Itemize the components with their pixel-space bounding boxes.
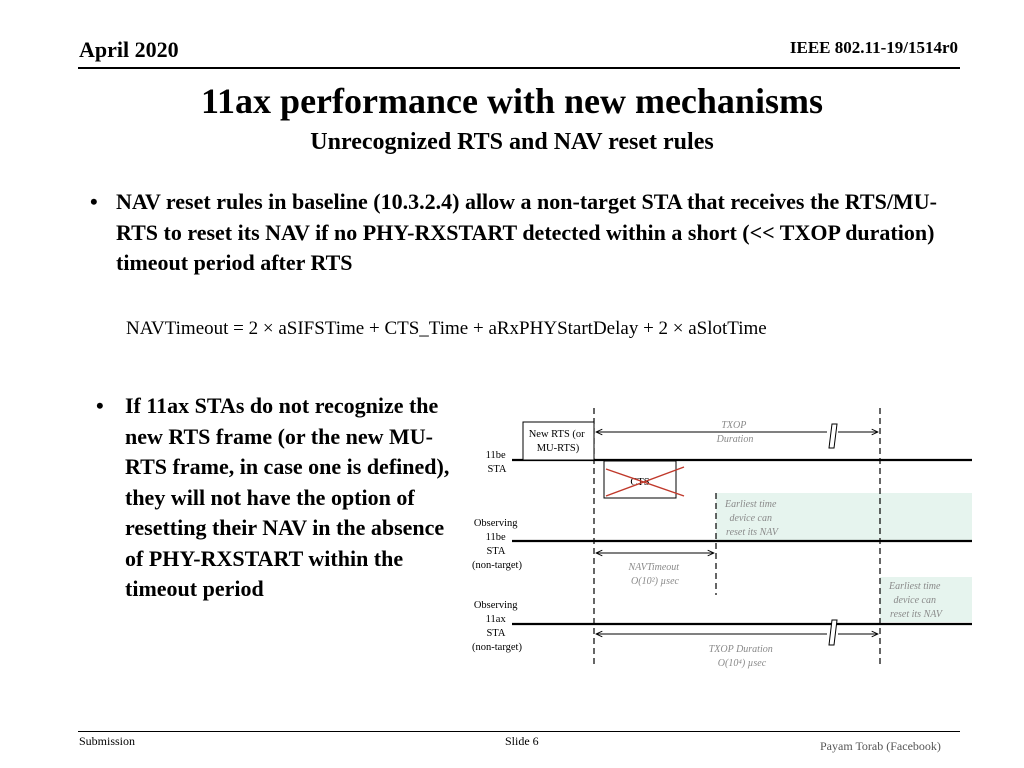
time-break-icon (829, 424, 837, 448)
header-doc-id: IEEE 802.11-19/1514r0 (789, 38, 958, 57)
header-date: April 2020 (79, 37, 179, 62)
rts-frame-label: New RTS (or MU-RTS) (528, 429, 585, 454)
cts-frame-label: CTS (630, 477, 650, 488)
txop-duration-label: TXOP Duration O(10⁴) µsec (708, 644, 773, 669)
row-label-11be-sta: 11be STA (485, 450, 507, 475)
rts-frame (523, 422, 594, 460)
earliest-11ax-label: Earliest time device can reset its NAV (889, 581, 942, 620)
nav-timeout-formula: NAVTimeout = 2 × aSIFSTime + CTS_Time + aRxPHYStartDelay + 2 × aSlotTime (126, 318, 767, 339)
row-label-observing-11ax: Observing 11ax STA (non-target) (472, 600, 522, 653)
slide-subtitle: Unrecognized RTS and NAV reset rules (310, 129, 714, 155)
footer-submission: Submission (79, 734, 136, 748)
bullet-text: If 11ax STAs do not recognize the new RTS frame (or the new MU-RTS frame, in case one is defined), they will not have the option of resetting their NAV in the absence of PHY-RXSTART within the timeout period (125, 393, 450, 601)
bullet-marker: • (90, 189, 98, 214)
row-label-observing-11be: Observing 11be STA (non-target) (472, 518, 522, 571)
footer-divider (78, 731, 960, 732)
footer-slide-number: Slide 6 (505, 734, 539, 748)
slide-title: 11ax performance with new mechanisms (201, 81, 823, 121)
bullet-marker: • (96, 393, 104, 418)
nav-timeout-label: NAVTimeout O(10²) µsec (628, 562, 680, 587)
footer-author: Payam Torab (Facebook) (820, 739, 941, 753)
bullet-text: NAV reset rules in baseline (10.3.2.4) allow a non-target STA that receives the RTS/MU-RTS to reset its NAV if no PHY-RXSTART detected within a short (<< TXOP duration) timeout period after RTS (116, 189, 937, 275)
txop-label: TXOP Duration (716, 420, 754, 445)
earliest-11be-label: Earliest time device can reset its NAV (725, 499, 778, 538)
